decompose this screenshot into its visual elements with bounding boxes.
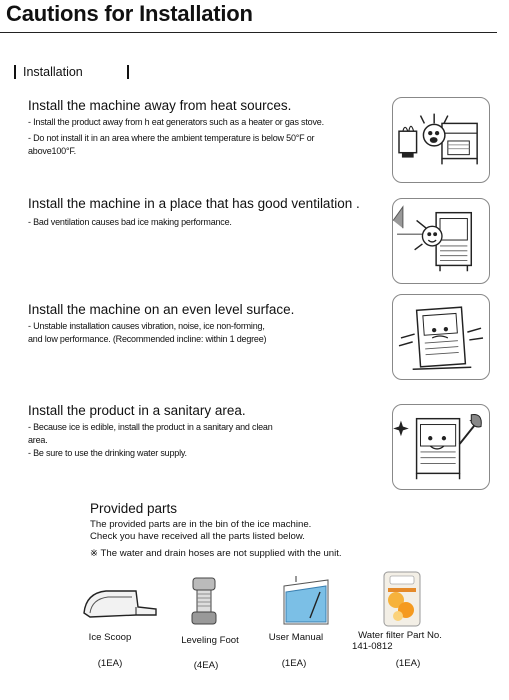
caution-bullet: and low performance. (Recommended incline: within 1 degree)	[28, 334, 267, 344]
caution-bullets	[28, 116, 388, 158]
caution-heading: Install the machine away from heat sources.	[28, 98, 292, 113]
caution-bullet: above100°F.	[28, 146, 76, 156]
part-qty-ice-scoop: (1EA)	[97, 658, 123, 669]
provided-parts-text	[90, 519, 311, 543]
leveling-foot-icon	[190, 576, 218, 628]
caution-block-sanitary	[28, 402, 388, 460]
part-number-water-filter: 141-0812	[352, 641, 393, 652]
title-divider	[0, 32, 497, 33]
heater-warning-icon	[392, 97, 490, 183]
hoses-note: ※ The water and drain hoses are not supplied with the unit.	[90, 548, 342, 559]
water-filter-icon	[380, 570, 424, 628]
part-name-user-manual: User Manual	[268, 632, 324, 643]
section-label: Installation	[23, 65, 83, 79]
part-name-water-filter-line1: Water filter Part No.	[358, 630, 442, 641]
section-bar-right	[127, 65, 129, 79]
caution-bullet: - Do not install it in an area where the ambient temperature is below 50°F or	[28, 133, 315, 143]
caution-block-heat	[28, 97, 388, 158]
caution-bullets	[28, 216, 388, 229]
part-name-water-filter	[352, 630, 462, 652]
caution-bullet: - Install the product away from h eat generators such as a heater or gas stove.	[28, 117, 324, 127]
caution-block-level	[28, 301, 388, 346]
caution-bullet: - Be sure to use the drinking water supply.	[28, 448, 187, 458]
caution-block-ventilation	[28, 195, 388, 229]
part-qty-water-filter: (1EA)	[395, 658, 421, 669]
sanitary-icon	[392, 404, 490, 490]
part-qty-leveling-foot: (4EA)	[193, 660, 219, 671]
ventilation-icon	[392, 198, 490, 284]
provided-parts-line: Check you have received all the parts listed below.	[90, 531, 305, 542]
ice-scoop-icon	[80, 583, 160, 623]
page-title: Cautions for Installation	[6, 1, 253, 26]
caution-heading: Install the machine in a place that has good ventilation .	[28, 196, 360, 211]
part-qty-user-manual: (1EA)	[281, 658, 307, 669]
caution-heading: Install the machine on an even level surface.	[28, 302, 295, 317]
provided-parts-title: Provided parts	[90, 501, 178, 516]
provided-parts-line: The provided parts are in the bin of the ice machine.	[90, 519, 312, 530]
caution-bullet: - Unstable installation causes vibration, noise, ice non-forming,	[28, 321, 265, 331]
section-header	[14, 64, 129, 80]
caution-bullets	[28, 320, 388, 346]
part-name-ice-scoop: Ice Scoop	[88, 632, 132, 643]
caution-bullet: - Bad ventilation causes bad ice making performance.	[28, 217, 232, 227]
caution-bullet: - Because ice is edible, install the product in a sanitary and clean	[28, 422, 273, 432]
caution-bullet: area.	[28, 435, 48, 445]
user-manual-icon	[276, 572, 334, 628]
part-name-leveling-foot: Leveling Foot	[181, 635, 239, 646]
level-surface-icon	[392, 294, 490, 380]
section-bar-left	[14, 65, 16, 79]
caution-heading: Install the product in a sanitary area.	[28, 403, 246, 418]
caution-bullets	[28, 421, 388, 460]
